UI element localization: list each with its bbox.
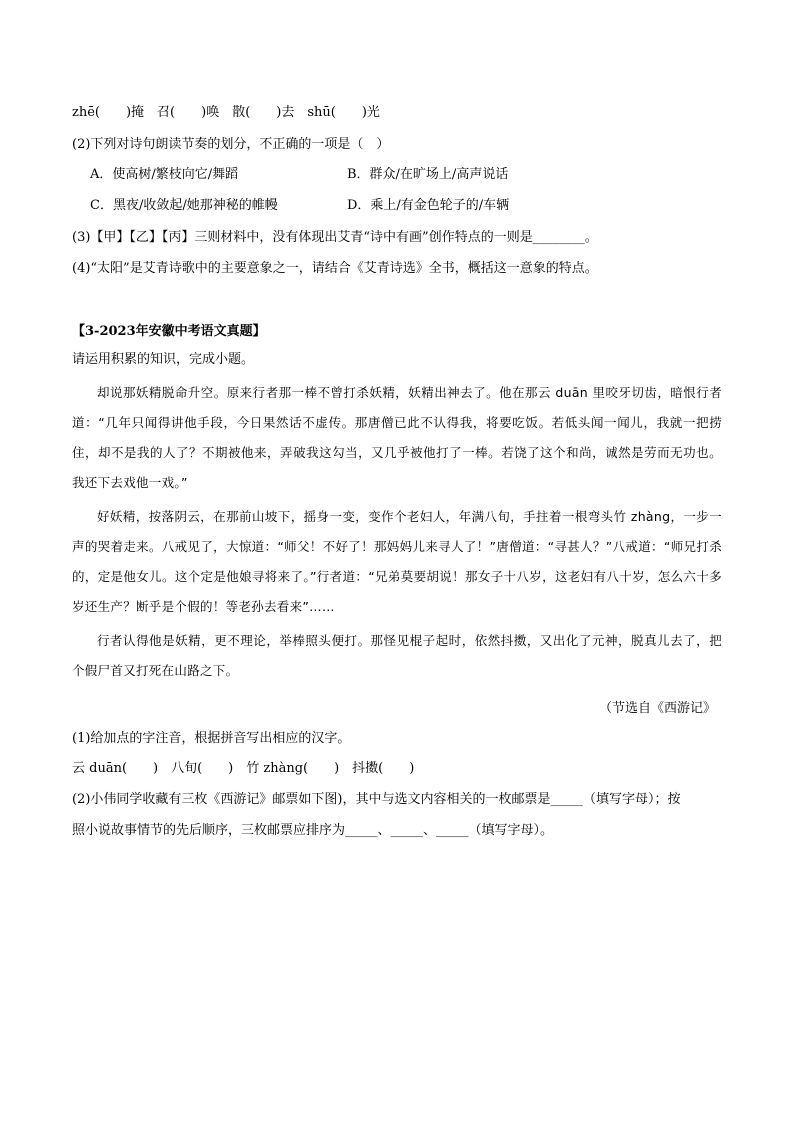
question-4: (4)“太阳”是艾青诗歌中的主要意象之一，请结合《艾青诗选》全书，概括这一意象的特点。 bbox=[72, 261, 598, 276]
option-b: B．群众/在旷场上/高声说话 bbox=[347, 167, 509, 182]
question-3: (3)【甲】【乙】【丙】三则材料中，没有体现出艾青“诗中有画”创作特点的一则是________。 bbox=[72, 230, 598, 245]
question-2-2-cont: 照小说故事情节的先后顺序，三枚邮票应排序为_____、_____、_____（填写字母）。 bbox=[72, 823, 554, 838]
passage-text-1: 却说那妖精脱命升空。原来行者那一棒不曾打杀妖精，妖精出神去了。他在那云 duān 里咬牙切齿，暗恨行者道：“几年只闻得讲他手段，今日果然话不虚传。那唐僧已此不认得我，将要吃饭。若低头闻一闻儿，我就一把捞住，却不是我的人了？不期被他来，弄破我这勾当，又几乎被他打了一棒。若饶了这个和尚，诚然是劳而无功也。我还下去戏他一戏。” bbox=[72, 385, 722, 490]
question-2-2: (2)小伟同学收藏有三枚《西游记》邮票如下图)，其中与选文内容相关的一枚邮票是_____（填写字母）；按 bbox=[72, 792, 681, 807]
pinyin-line-1: zhē( )掩 召( )唤 散( )去 shū( )光 bbox=[72, 105, 380, 120]
option-a: A．使高树/繁枝向它/舞蹈 bbox=[90, 167, 239, 182]
instruction: 请运用积累的知识，完成小题。 bbox=[72, 352, 255, 367]
option-c: C．黑夜/收敛起/她那神秘的帷幔 bbox=[90, 198, 278, 213]
question-2: (2)下列对诗句朗读节奏的划分，不正确的一项是（ ） bbox=[72, 137, 390, 152]
passage-paragraph-3 bbox=[72, 626, 722, 686]
section-heading: 【3-2023年安徽中考语文真题】 bbox=[72, 324, 266, 339]
passage-paragraph-2 bbox=[72, 502, 722, 622]
option-d: D．乘上/有金色轮子的/车辆 bbox=[347, 198, 510, 213]
pinyin-line-2: 云 duān( ) 八旬( ) 竹 zhàng( ) 抖擞( ) bbox=[72, 761, 415, 776]
passage-text-3: 行者认得他是妖精，更不理论，举棒照头便打。那怪见棍子起时，依然抖擞，又出化了元神，脱真儿去了，把个假尸首又打死在山路之下。 bbox=[72, 633, 722, 678]
question-2-1: (1)给加点的字注音，根据拼音写出相应的汉字。 bbox=[72, 731, 351, 746]
source-note: （节选自《西游记》 bbox=[598, 701, 716, 716]
passage-text-2: 好妖精，按落阴云，在那前山坡下，摇身一变，变作个老妇人，年满八旬，手拄着一根弯头竹 zhàng，一步一声的哭着走来。八戒见了，大惊道：“师父！不好了！那妈妈儿来寻人了！”唐僧道：“寻甚人？”八戒道：“师兄打杀的，定是他女儿。这个定是他娘寻将来了。”行者道：“兄弟莫要胡说！那女子十八岁，这老妇有八十岁，怎么六十多岁还生产？断乎是个假的！等老孙去看来”…… bbox=[72, 509, 722, 614]
passage-paragraph-1 bbox=[72, 378, 722, 498]
